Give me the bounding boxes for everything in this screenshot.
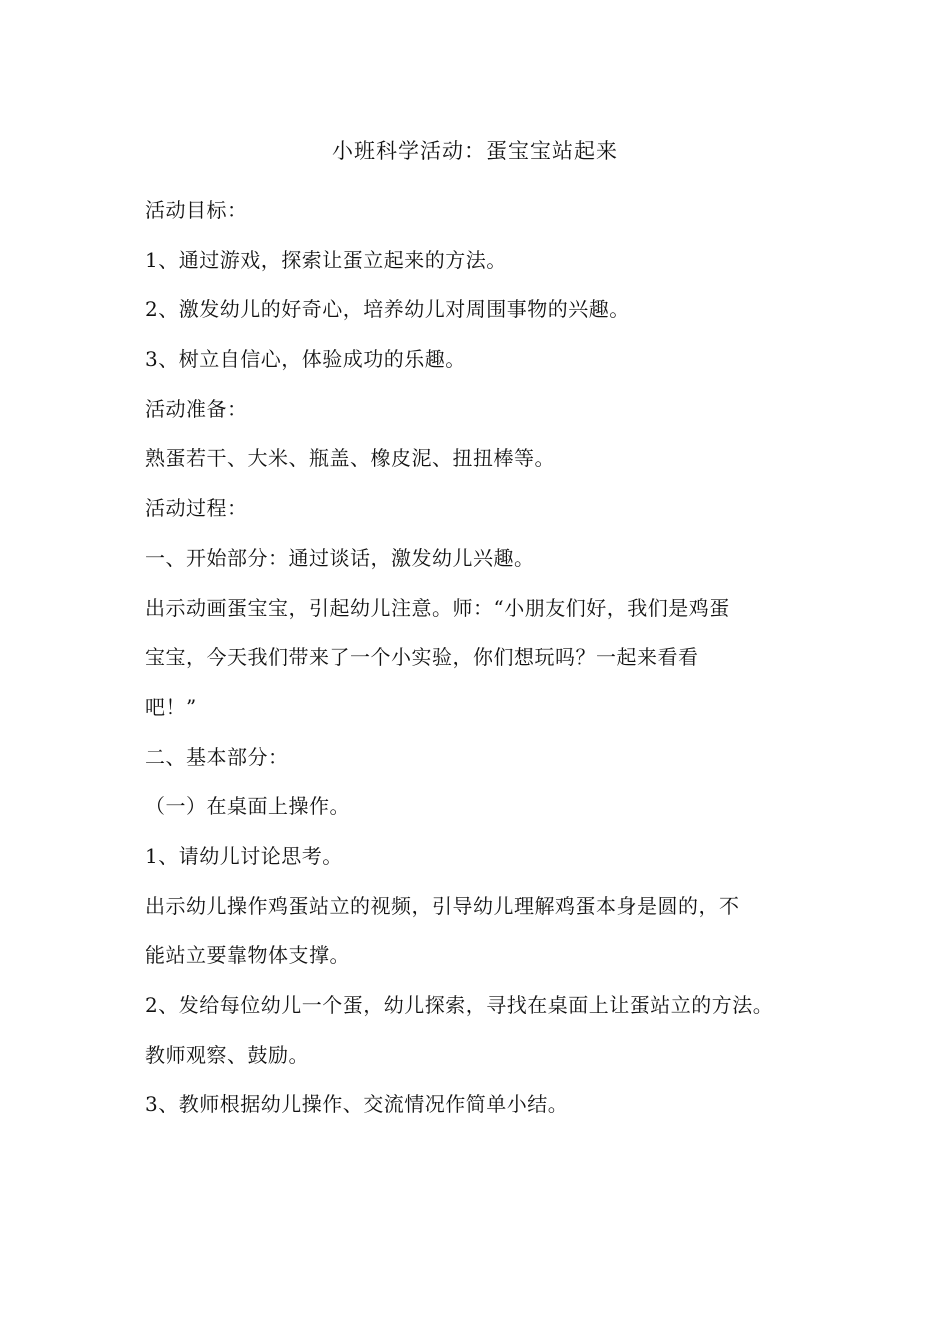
section-start: 一、开始部分：通过谈话，激发幼儿兴趣。 bbox=[145, 545, 535, 570]
goal-item-1: 1、通过游戏，探索让蛋立起来的方法。 bbox=[145, 247, 507, 272]
document-body bbox=[145, 186, 835, 1130]
step-item-3: 3、教师根据幼儿操作、交流情况作简单小结。 bbox=[145, 1092, 569, 1117]
paragraph-line: 教师观察、鼓励。 bbox=[145, 1042, 309, 1067]
paragraph-line: 出示幼儿操作鸡蛋站立的视频，引导幼儿理解鸡蛋本身是圆的，不 bbox=[145, 893, 740, 918]
heading-goals: 活动目标： bbox=[145, 198, 248, 222]
preparation-text: 熟蛋若干、大米、瓶盖、橡皮泥、扭扭棒等。 bbox=[145, 446, 555, 471]
subsection-desktop: （一）在桌面上操作。 bbox=[145, 794, 350, 819]
step-item-1: 1、请幼儿讨论思考。 bbox=[145, 843, 343, 868]
paragraph-line: 吧！” bbox=[145, 694, 197, 719]
heading-preparation: 活动准备： bbox=[145, 396, 248, 421]
paragraph-line: 宝宝，今天我们带来了一个小实验，你们想玩吗？一起来看看 bbox=[145, 645, 699, 670]
paragraph-line: 能站立要靠物体支撑。 bbox=[145, 943, 350, 968]
document-title: 小班科学活动：蛋宝宝站起来 bbox=[332, 139, 618, 163]
paragraph-line: 出示动画蛋宝宝，引起幼儿注意。师：“小朋友们好，我们是鸡蛋 bbox=[145, 595, 730, 620]
goal-item-2: 2、激发幼儿的好奇心，培养幼儿对周围事物的兴趣。 bbox=[145, 297, 630, 322]
section-basic: 二、基本部分： bbox=[145, 744, 289, 769]
goal-item-3: 3、树立自信心，体验成功的乐趣。 bbox=[145, 347, 466, 372]
step-item-2: 2、发给每位幼儿一个蛋，幼儿探索，寻找在桌面上让蛋站立的方法。 bbox=[145, 993, 774, 1017]
heading-process: 活动过程： bbox=[145, 496, 248, 521]
